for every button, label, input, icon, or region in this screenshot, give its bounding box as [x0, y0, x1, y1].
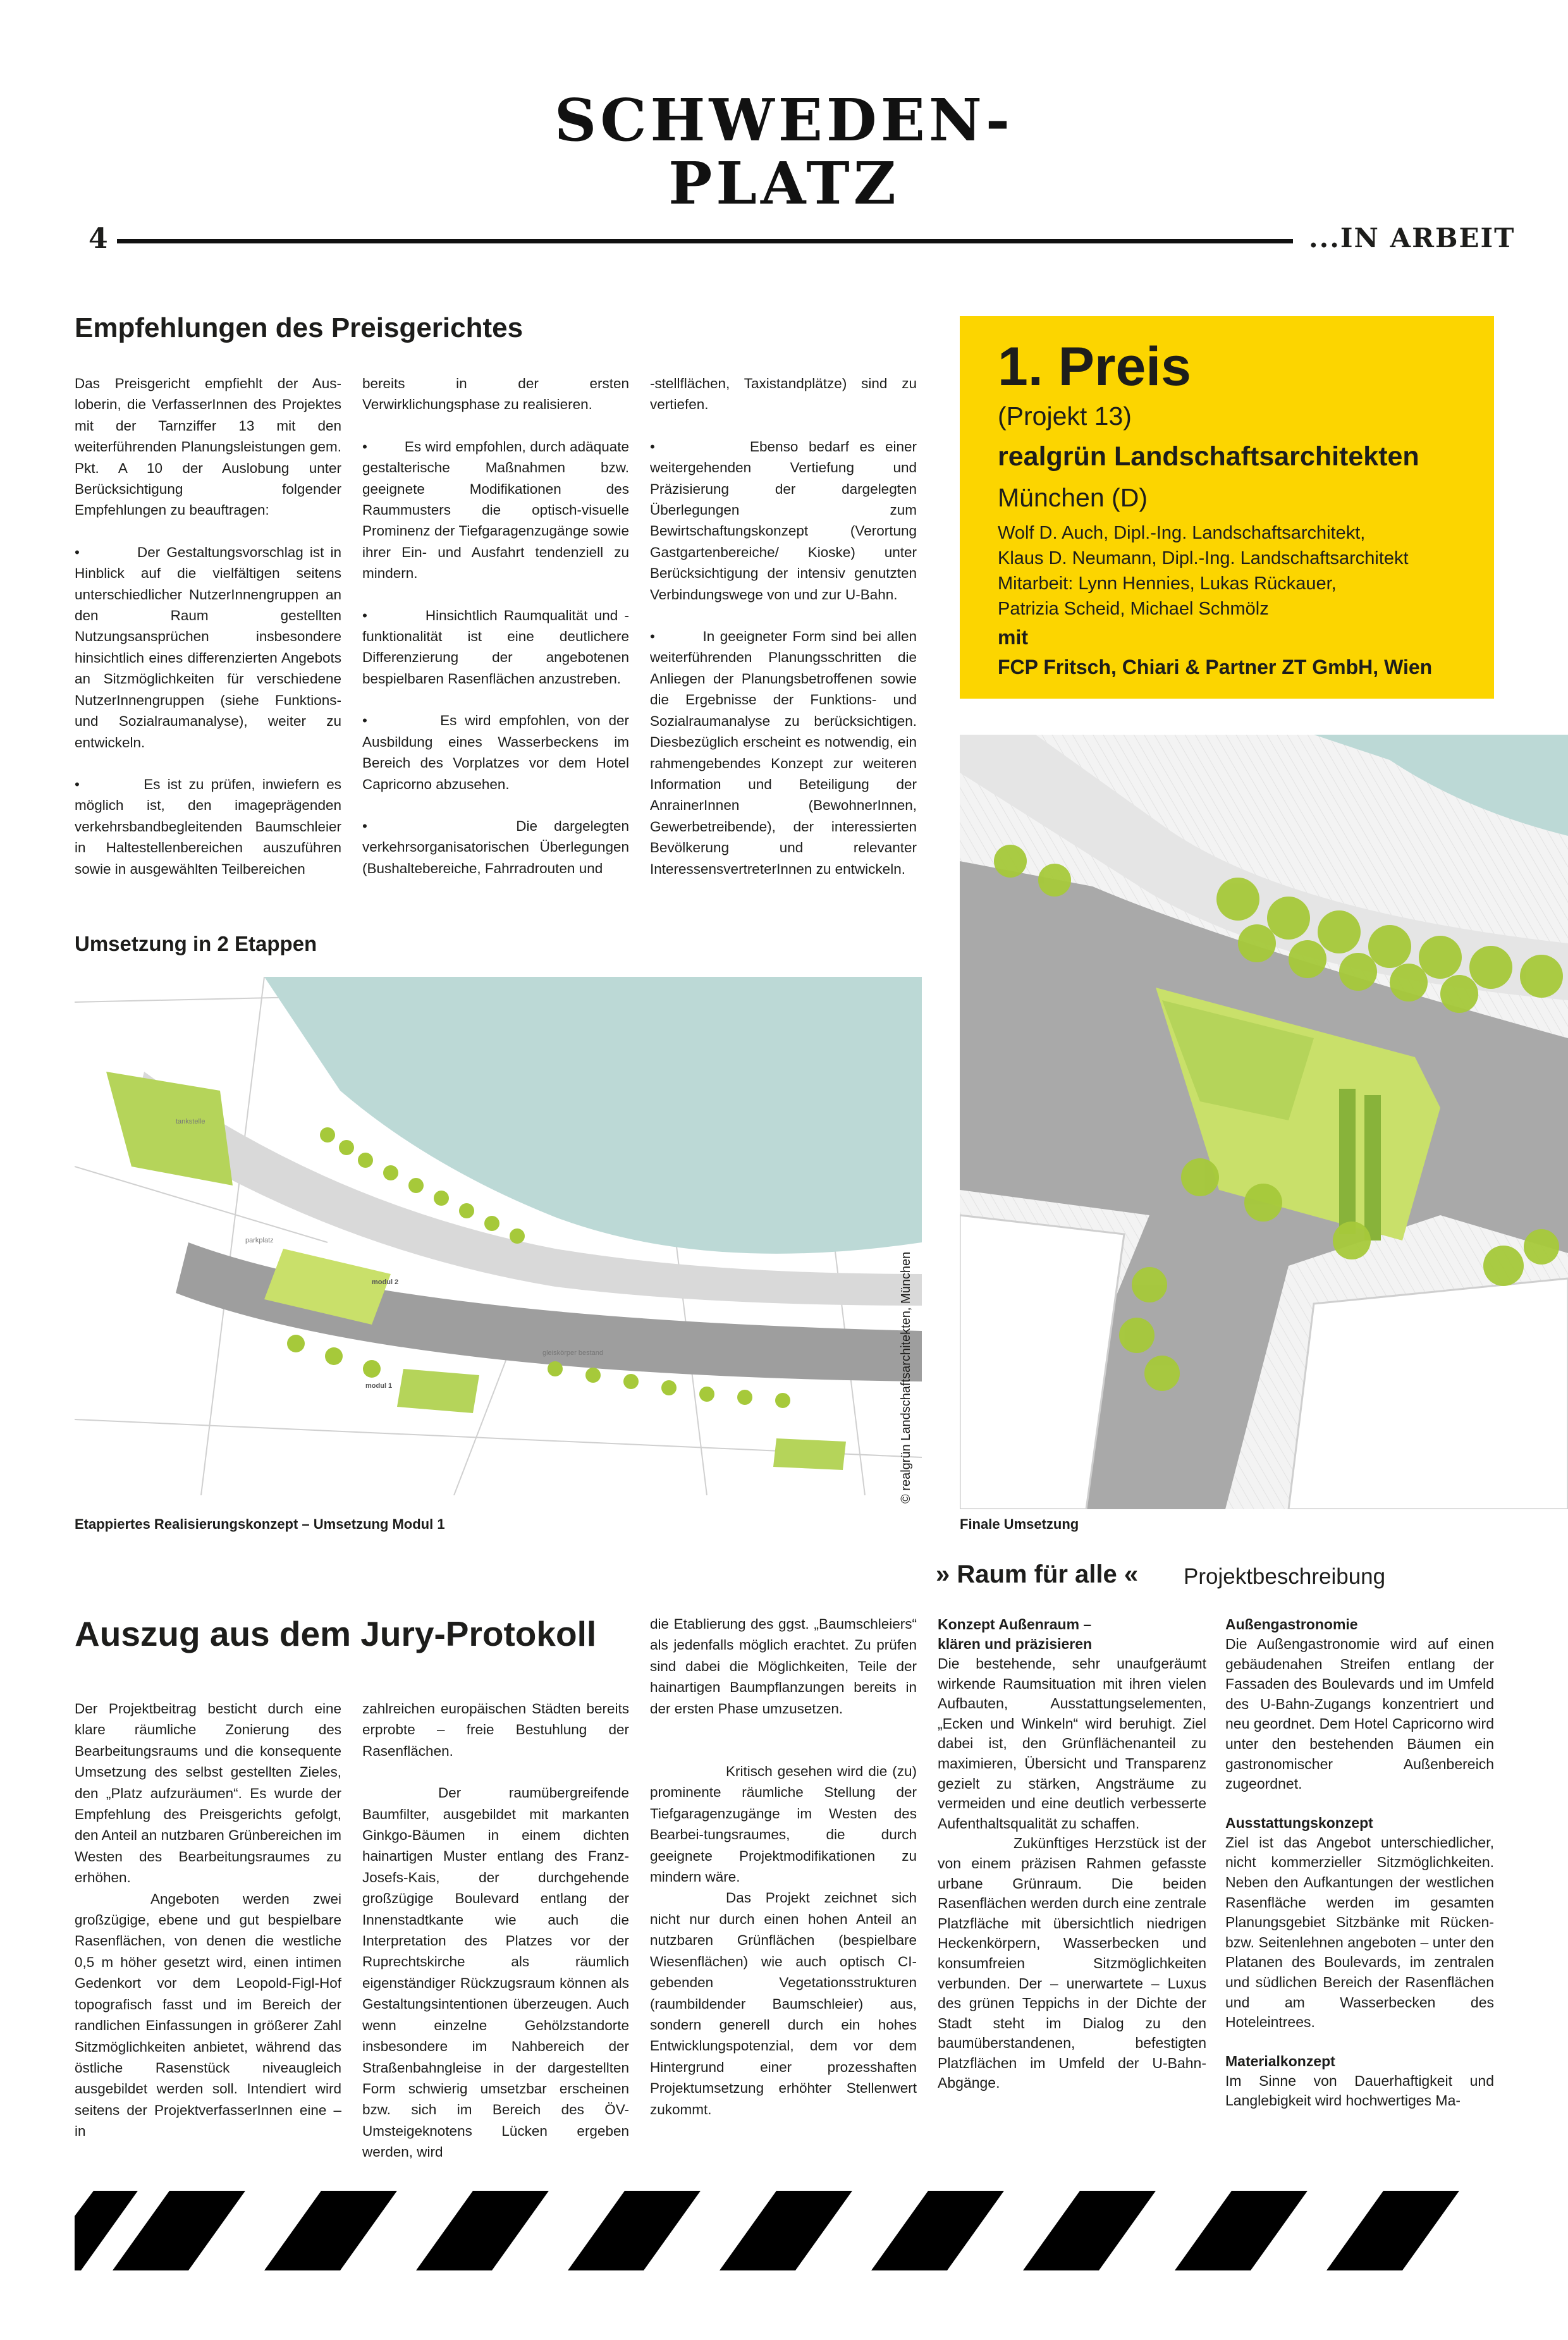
masthead-title: [0, 86, 1568, 217]
plan-label: gleiskörper bestand: [542, 1349, 604, 1357]
stripe-group: [75, 2191, 1459, 2270]
final-plan-caption: Finale Umsetzung: [960, 1516, 1079, 1532]
paragraph: Das Preisgericht empfiehlt der Aus-loberin, die VerfasserInnen des Projektes mit der Tarnziffer 13 mit den weiterführenden Planungsleistungen gem. Pkt. A 10 der Auslobung unter Berücksichtigung folgender Empfehlungen zu beauftragen:: [75, 376, 341, 518]
projekt-col-2: [1225, 1615, 1494, 2111]
image-credit: © realgrün Landschaftsarchitekten, München: [899, 1251, 913, 1504]
konzept-heading-1: Konzept Außenraum –: [938, 1616, 1092, 1632]
paragraph: Das Projekt zeichnet sich nicht nur durch einen hohen Anteil an nutzbaren Grünflächen (bespielbare Wiesenflächen) wie auch optisch CI-gebenden Vegetationsstrukturen (raumbildender Baumschleier) aus, sondern generell durch ein hohes Entwicklungspotenzial, dem vor dem Hintergrund einer prozesshaften Projektumsetzung erhöhter Stellenwert zukommt.: [650, 1890, 917, 2117]
paragraph: Angeboten werden zwei großzügige, ebene und gut bespielbare Rasenflächen, von denen die westliche 0,5 m höher gesetzt wird, einen intimen Gedenkort vor dem Leopold-Figl-Hof topografisch fasst und im Bereich der randlichen Einfassungen in größerer Zahl Sitzmöglichkeiten anbietet, während das östliche Rasenstück niveaugleich ausgebildet werden soll. Intendiert wird seitens der ProjektverfasserInnen eine – in: [75, 1890, 341, 2140]
paragraph: Im Sinne von Dauerhaftigkeit und Langlebigkeit wird hochwertiges Ma-: [1225, 2072, 1494, 2109]
prize-person: Klaus D. Neumann, Dipl.-Ing. Landschaftsarchitekt: [998, 548, 1409, 568]
ausstattung-heading: Ausstattungskonzept: [1225, 1814, 1373, 1831]
masthead-line-1: SCHWEDEN-: [554, 86, 1014, 154]
gastro-heading: Außengastronomie: [1225, 1616, 1358, 1632]
plan-label: parkplatz: [245, 1237, 274, 1244]
prize-city: München (D): [998, 483, 1148, 512]
paragraph: • Der Gestaltungsvorschlag ist in Hinblick auf die vielfältigen seitens unterschiedlicher NutzerInnengruppen an den Raum gestellten Nutzungsansprüchen insbesondere hinsichtlich eines differenzierten Angebots an Sitzmöglichkeiten für verschiedene NutzerInnengruppen (siehe Funktions- und Sozialraumanalyse), weiter zu entwickeln.: [75, 544, 341, 750]
jury-col-3: [650, 1614, 917, 2141]
empfehlungen-col-2: [362, 373, 629, 900]
paragraph: zahlreichen europäischen Städten bereits erprobte – freie Bestuhlung der Rasenflächen.: [362, 1701, 629, 1759]
prize-person: Wolf D. Auch, Dipl.-Ing. Landschaftsarchitekt,: [998, 523, 1366, 543]
paragraph: • Hinsichtlich Raumqualität und -funktionalität ist eine deutlichere Differenzierung der angebotenen bespielbaren Rasenflächen anzustreben.: [362, 607, 629, 687]
projekt-kicker: » Raum für alle «: [936, 1560, 1139, 1588]
material-heading: Materialkonzept: [1225, 2052, 1335, 2069]
empfehlungen-heading: Empfehlungen des Preisgerichtes: [75, 312, 524, 343]
projekt-col-1: [938, 1615, 1206, 2093]
paragraph: Kritisch gesehen wird die (zu) prominente räumliche Stellung der Tiefgaragenzugänge im Westen des Bearbei-tungsraumes, die durch geeignete Projektmodifikationen zu mindern wäre.: [650, 1763, 917, 1885]
jury-col-2: [362, 1698, 629, 2184]
section-label: ...IN ARBEIT: [1309, 223, 1516, 254]
paragraph: • Es wird empfohlen, von der Ausbildung eines Wasserbeckens im Bereich des Vorplatzes vor dem Hotel Capricorno abzusehen.: [362, 713, 629, 792]
paragraph: Ziel ist das Angebot unterschiedlicher, nicht kommerzieller Sitzmöglichkeiten. Neben den Aufkantungen der westlichen Rasenfläche werden im gesamten Planungsgebiet Sitzbänke mit Rücken- bzw. Seitenlehnen angeboten – unter den Platanen des Boulevards, im zentralen und südlichen Bereich der Rasenflächen und am Wasserbecken des Hoteleintrees.: [1225, 1834, 1494, 2031]
prize-person: Mitarbeit: Lynn Hennies, Lukas Rückauer,: [998, 573, 1337, 594]
header-rule: [117, 239, 1293, 243]
paragraph: • Es wird empfohlen, durch adäquate gestalterische Maßnahmen bzw. geeignete Modifikationen des Raummusters die optisch-visuelle Prominenz der Tiefgaragenzugänge sowie ihrer Ein- und Ausfahrt tendenziell zu mindern.: [362, 438, 629, 582]
paragraph: Die bestehende, sehr unaufgeräumt wirkende Raumsituation mit ihren vielen Aufbauten, Ausstattungselementen, „Ecken und Winkeln“ wird beruhigt. Ziel dabei ist, den Grünflächenanteil zu maximieren, Übersicht und Transparenz gezielt zu stärken, Angsträume zu vermeiden und eine deutlich verbesserte Aufenthaltsqualität zu schaffen.: [938, 1655, 1206, 1832]
paragraph: • Ebenso bedarf es einer weitergehenden Vertiefung und Präzisierung der dargelegten Überlegungen zum Bewirtschaftungskonzept (Verortung Gastgartenbereiche/ Kioske) unter Berücksichtigung der intensiv genutzten Verbindungswege von und zur U-Bahn.: [650, 438, 917, 603]
plan-label: modul 2: [372, 1278, 399, 1286]
prize-person: Patrizia Scheid, Michael Schmölz: [998, 599, 1269, 619]
prize-project: (Projekt 13): [998, 401, 1132, 431]
plan-label: tankstelle: [176, 1118, 205, 1125]
etappen-heading: Umsetzung in 2 Etappen: [75, 932, 317, 955]
paragraph: die Etablierung des ggst. „Baumschleiers“ als jedenfalls möglich erachtet. Zu prüfen sind dabei die Möglichkeiten, Teile der hainartigen Baumpflanzungen bereits in der ersten Phase umzusetzen.: [650, 1616, 917, 1717]
paragraph: • In geeigneter Form sind bei allen weiterführenden Planungsschritten die Anliegen der Planungsbetroffenen sowie die Ergebnisse der Funktions- und Sozialraumanalyse zu berücksichtigen. Diesbezüglich erscheint es notwendig, ein rahmengebendes Konzept zur weiteren Information und Beteiligung der AnrainerInnen (BewohnerInnen, Gewerbetreibende), der interessierten Bevölkerung und relevanter InteressensvertreterInnen zu entwickeln.: [650, 628, 917, 877]
prize-firm: realgrün Landschaftsarchitekten: [998, 441, 1419, 472]
empfehlungen-col-1: [75, 373, 341, 900]
projekt-kicker-sub: Projektbeschreibung: [1184, 1564, 1386, 1589]
plan-label: modul 1: [365, 1382, 393, 1390]
masthead-line-2: PLATZ: [668, 149, 900, 217]
konzept-heading-2: klären und präzisieren: [938, 1636, 1093, 1652]
paragraph: Der raumübergreifende Baumfilter, ausgebildet mit markanten Ginkgo-Bäumen in einem dichten hainartigen Muster entlang des Franz-Josefs-Kais, der durchgehende großzügige Boulevard entlang der Innenstadtkante wie auch die Interpretation des Platzes vor der Ruprechtskirche als räumlich eigenständiger Rückzugsraum können als Gestaltungsintentionen überzeugen. Auch wenn einzelne Gehölzstandorte insbesondere im Nahbereich der Straßenbahngleise in der dargestellten Form schwierig umsetzbar erscheinen bzw. sich im Bereich des ÖV-Umsteigeknotens Lücken ergeben werden, wird: [362, 1785, 629, 2160]
final-plan-image: [960, 735, 1568, 1509]
page-number: 4: [89, 223, 108, 255]
paragraph: • Die dargelegten verkehrsorganisatorischen Überlegungen (Bushaltebereiche, Fahrradrouten und: [362, 818, 629, 876]
paragraph: • Es ist zu prüfen, inwiefern es möglich ist, den imageprägenden verkehrsbandbegleitenden Baumschleier in Haltestellenbereichen auszuführen sowie in ausgewählten Teilbereichen: [75, 776, 341, 877]
paragraph: bereits in der ersten Verwirklichungsphase zu realisieren.: [362, 376, 629, 413]
jury-col-1: [75, 1698, 341, 2163]
stage-plan-image: [75, 977, 922, 1495]
hazard-stripes: [75, 2191, 1494, 2270]
paragraph: -stellflächen, Taxistandplätze) sind zu vertiefen.: [650, 376, 917, 413]
jury-heading: Auszug aus dem Jury-Protokoll: [75, 1614, 597, 1653]
prize-mit: mit: [998, 626, 1028, 649]
paragraph: Die Außengastronomie wird auf einen gebäudenahen Streifen entlang der Fassaden des Boulevards und im Umfeld des U-Bahn-Zugangs konzentriert und neu geordnet. Dem Hotel Capricorno wird unter den bestehenden Bäumen ein gastronomischer Außenbereich zugeordnet.: [1225, 1636, 1494, 1792]
empfehlungen-col-3: [650, 373, 917, 900]
paragraph: Zukünftiges Herzstück ist der von einem präzisen Rahmen gefasste urbane Grünraum. Die beiden Rasenflächen werden durch eine zentrale Platzfläche mit übersichtlich niedrigen Heckenkörpern, Wasserbecken und konsumfreien Sitzmöglichkeiten verbunden. Der – unerwartete – Luxus des grünen Teppichs in der Dichte der Stadt steht im Dialog zu den baumüberstandenen, befestigten Platzflächen im Umfeld der U-Bahn-Abgänge.: [938, 1835, 1206, 2092]
paragraph: Der Projektbeitrag besticht durch eine klare räumliche Zonierung des Bearbeitungsraums und die konsequente Umsetzung des selbst gestellten Zieles, den „Platz aufzuräumen“. Es wurde der Empfehlung des Preisgerichts gefolgt, den Anteil an nutzbaren Grünbereichen im Westen des Bearbeitungsraumes zu erhöhen.: [75, 1701, 341, 1886]
stage-plan-caption: Etappiertes Realisierungskonzept – Umsetzung Modul 1: [75, 1516, 445, 1532]
prize-partner: FCP Fritsch, Chiari & Partner ZT GmbH, Wien: [998, 656, 1433, 678]
prize-title: 1. Preis: [998, 336, 1191, 397]
